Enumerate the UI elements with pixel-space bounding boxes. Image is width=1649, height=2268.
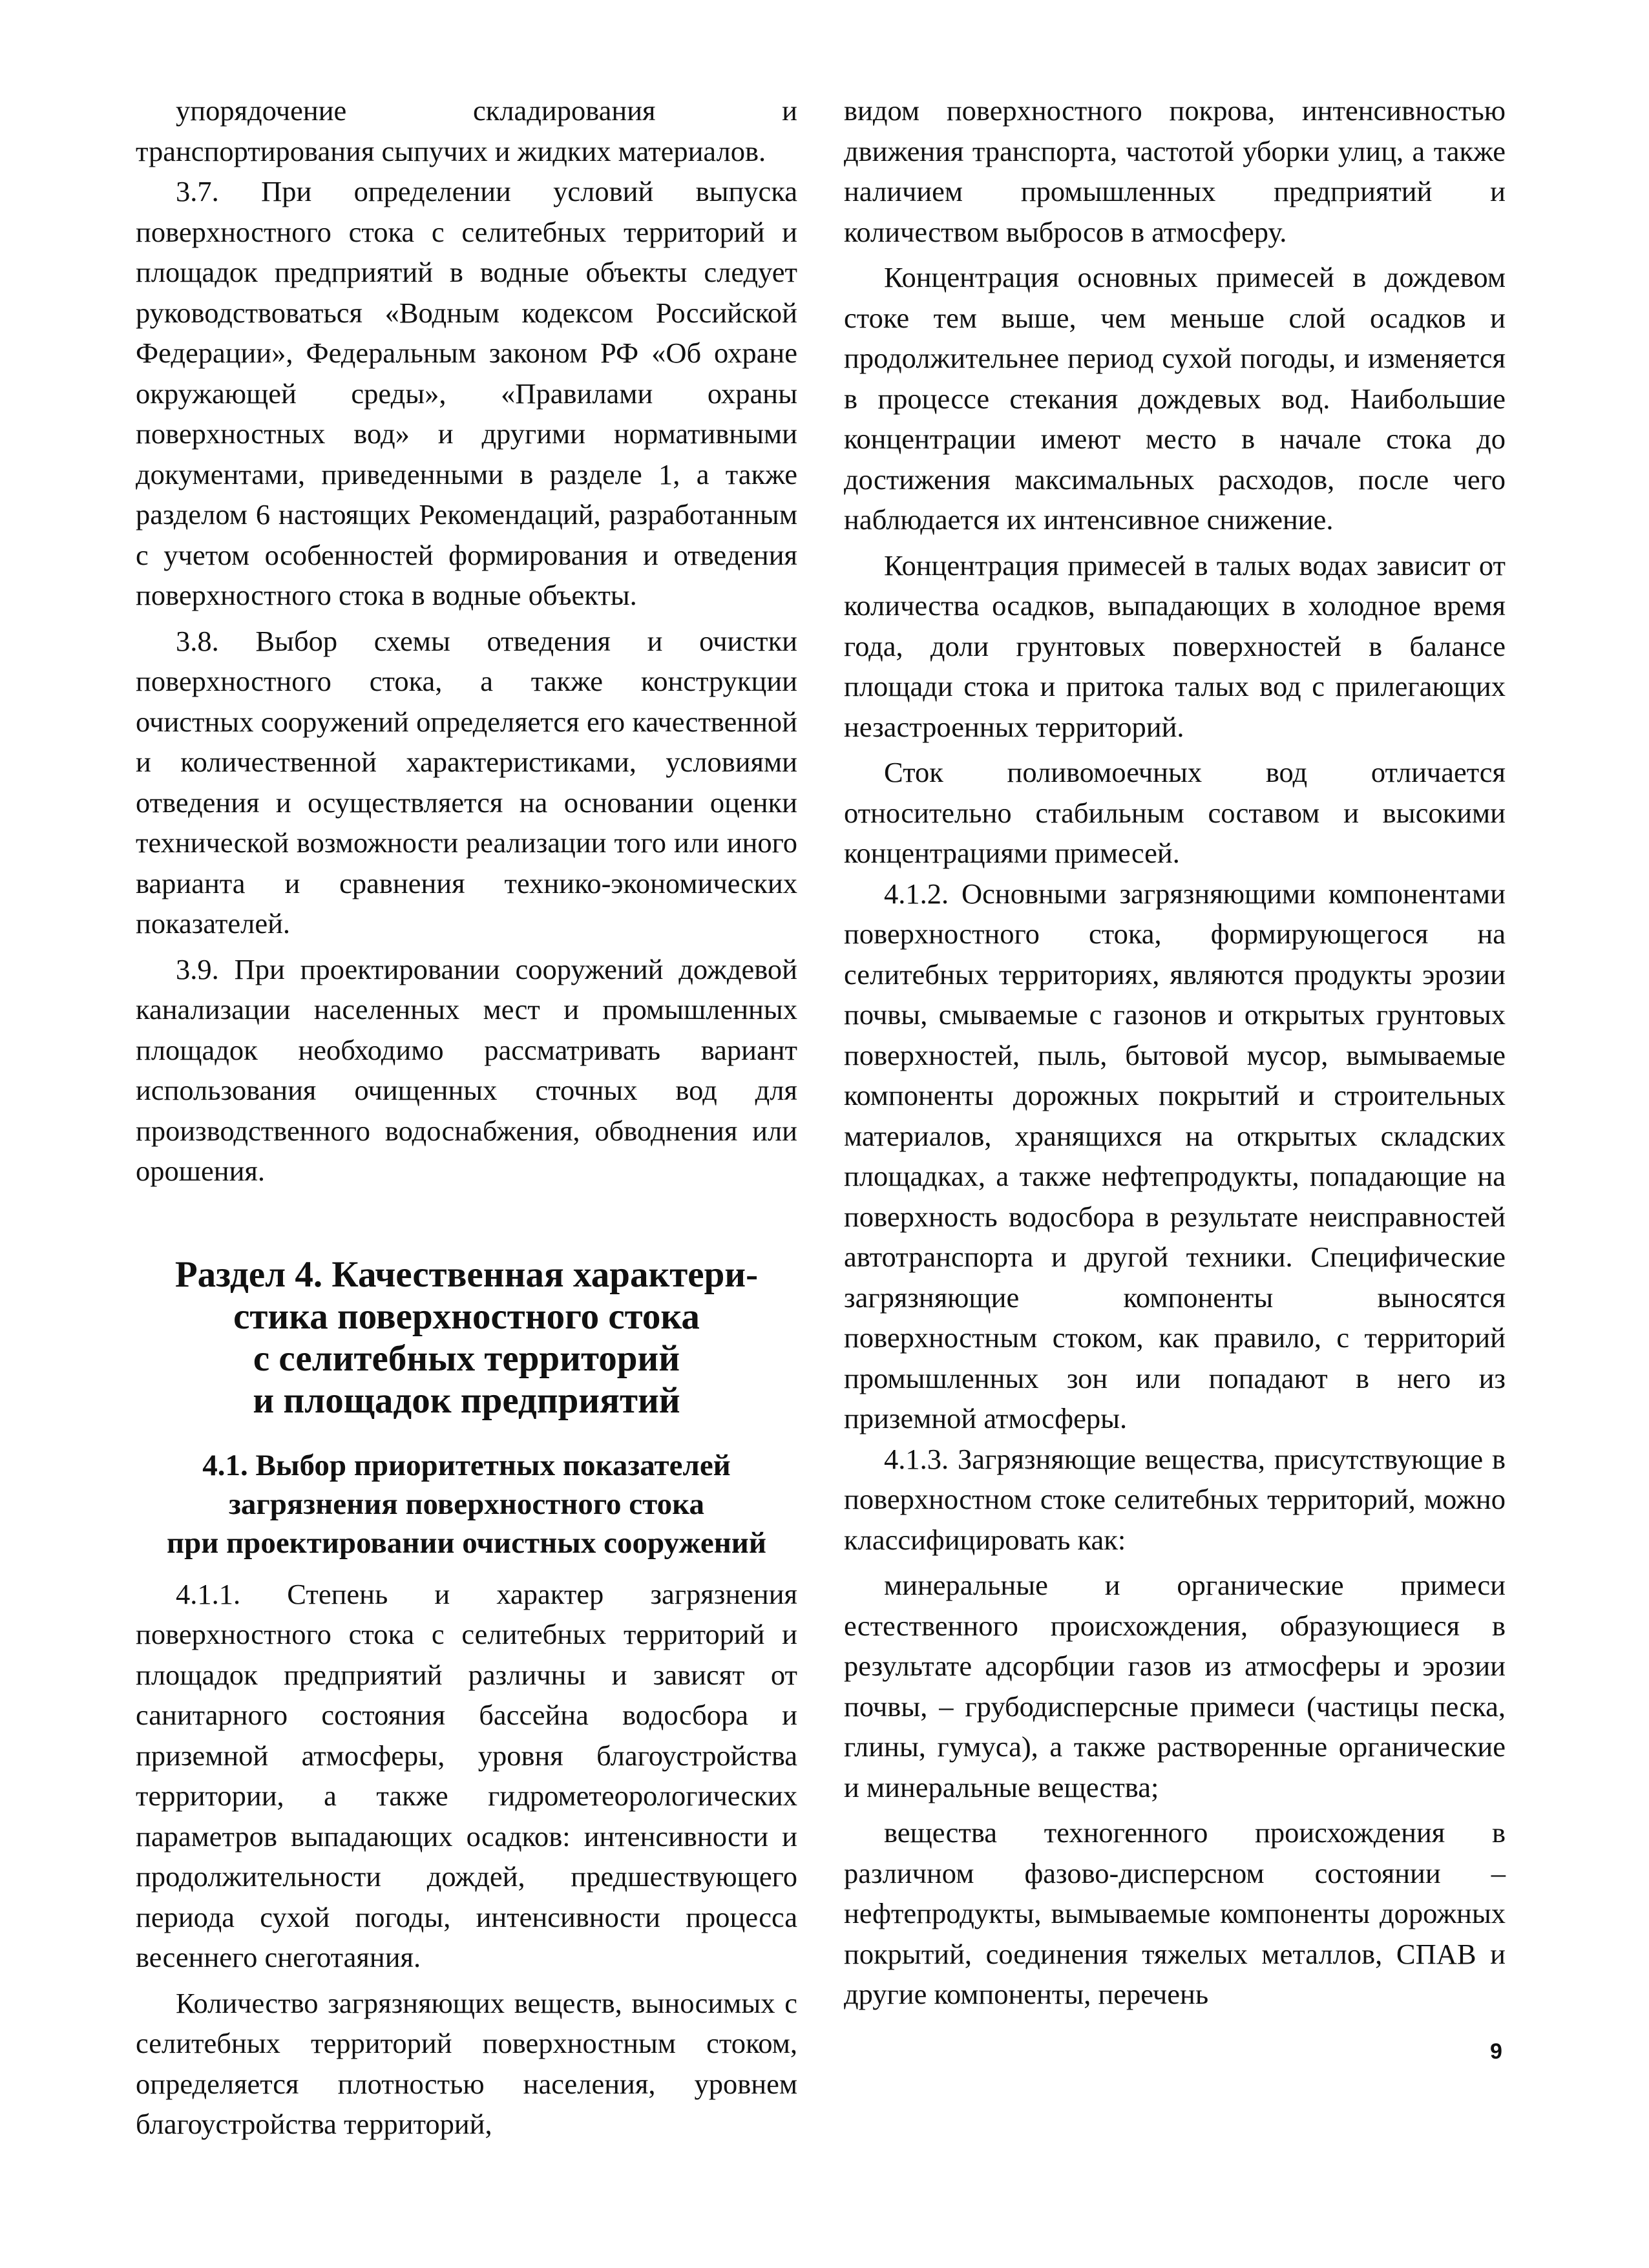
paragraph: видом поверхностного покрова, интенсивностью движения транспорта, частотой уборки улиц, а также наличием промышленных предприятий и количеством выбросов в атмосферу.	[844, 94, 1506, 248]
right-column	[844, 90, 1506, 2015]
paragraph-3-8: 3.8. Выбор схемы отведения и очистки поверхностного стока, а также конструкции очистных сооружений определяется его качественной и количественной характеристиками, условиями отведения и осуществляется на основании оценки технической возможности реализации того или иного варианта и сравнения технико-экономических показателей.	[136, 624, 797, 940]
subsection-4-1-title: 4.1. Выбор приоритетных показателей загрязнения поверхностного стока при проектировании очистных сооружений	[167, 1448, 766, 1560]
section-4-title: Раздел 4. Качественная характери- стика поверхностного стока с селитебных территорий и площадок предприятий	[174, 1254, 759, 1421]
paragraph: Концентрация основных примесей в дождевом стоке тем выше, чем меньше слой осадков и продолжительнее период сухой погоды, и изменяется в процессе стекания дождевых вод. Наибольшие концентрации имеют место в начале стока до достижения максимальных расходов, после чего наблюдается их интенсивное снижение.	[844, 261, 1506, 536]
paragraph: Количество загрязняющих веществ, выносимых с селитебных территорий поверхностным стоком, определяется плотностью населения, уровнем благоустройства территорий,	[136, 1986, 797, 2140]
list-item: минеральные и органические примеси естественного происхождения, образующиеся в результате адсорбции газов из атмосферы и эрозии почвы, – грубодисперсные примеси (частицы песка, глины, гумуса), а также растворенные органические и минеральные вещества;	[844, 1569, 1506, 1803]
paragraph-4-1-1: 4.1.1. Степень и характер загрязнения поверхностного стока с селитебных территорий и площадок предприятий различны и зависят от санитарного состояния бассейна водосбора и приземной атмосферы, уровня благоустройства территории, а также гидрометеорологических параметров выпадающих осадков: интенсивности и продолжительности дождей, предшествующего периода сухой погоды, интенсивности процесса весеннего снеготаяния.	[136, 1577, 797, 1973]
paragraph-3-7: 3.7. При определении условий выпуска поверхностного стока с селитебных территорий и площадок предприятий в водные объекты следует руководствоваться «Водным кодексом Российской Федерации», Федеральным законом РФ «Об охране окружающей среды», «Правилами охраны поверхностных вод» и другими нормативными документами, приведенными в разделе 1, а также разделом 6 настоящих Рекомендаций, разработанным с учетом особенностей формирования и отведения поверхностного стока в водные объекты.	[136, 175, 797, 611]
paragraph-4-1-2: 4.1.2. Основными загрязняющими компонентами поверхностного стока, формирующегося на селитебных территориях, являются продукты эрозии почвы, смываемые с газонов и открытых грунтовых поверхностей, пыль, бытовой мусор, вымываемые компоненты дорожных покрытий и строительных материалов, хранящихся на открытых складских площадках, а также нефтепродукты, попадающие на поверхность водосбора в результате неисправностей автотранспорта и другой техники. Специфические загрязняющие компоненты выносятся поверхностным стоком, как правило, с территорий промышленных зон или попадают в него из приземной атмосферы.	[844, 877, 1506, 1434]
paragraph: Концентрация примесей в талых водах зависит от количества осадков, выпадающих в холодное время года, доли грунтовых поверхностей в балансе площади стока и притока талых вод с прилегающих незастроенных территорий.	[844, 549, 1506, 743]
paragraph-3-9: 3.9. При проектировании сооружений дождевой канализации населенных мест и промышленных площадок необходимо рассматривать вариант использования очищенных сточных вод для производственного водоснабжения, обводнения или орошения.	[136, 952, 797, 1187]
paragraph: Сток поливомоечных вод отличается относительно стабильным составом и высокими концентрациями примесей.	[844, 756, 1506, 869]
page-number: 9	[1490, 2039, 1502, 2064]
paragraph: упорядочение складирования и транспортирования сыпучих и жидких материалов.	[136, 94, 797, 167]
paragraph-4-1-3: 4.1.3. Загрязняющие вещества, присутствующие в поверхностном стоке селитебных территорий, можно классифицировать как:	[844, 1442, 1506, 1556]
left-column	[136, 90, 797, 2145]
list-item: вещества техногенного происхождения в различном фазово-дисперсном состоянии – нефтепродукты, вымываемые компоненты дорожных покрытий, соединения тяжелых металлов, СПАВ и другие компоненты, перечень	[844, 1816, 1506, 2010]
